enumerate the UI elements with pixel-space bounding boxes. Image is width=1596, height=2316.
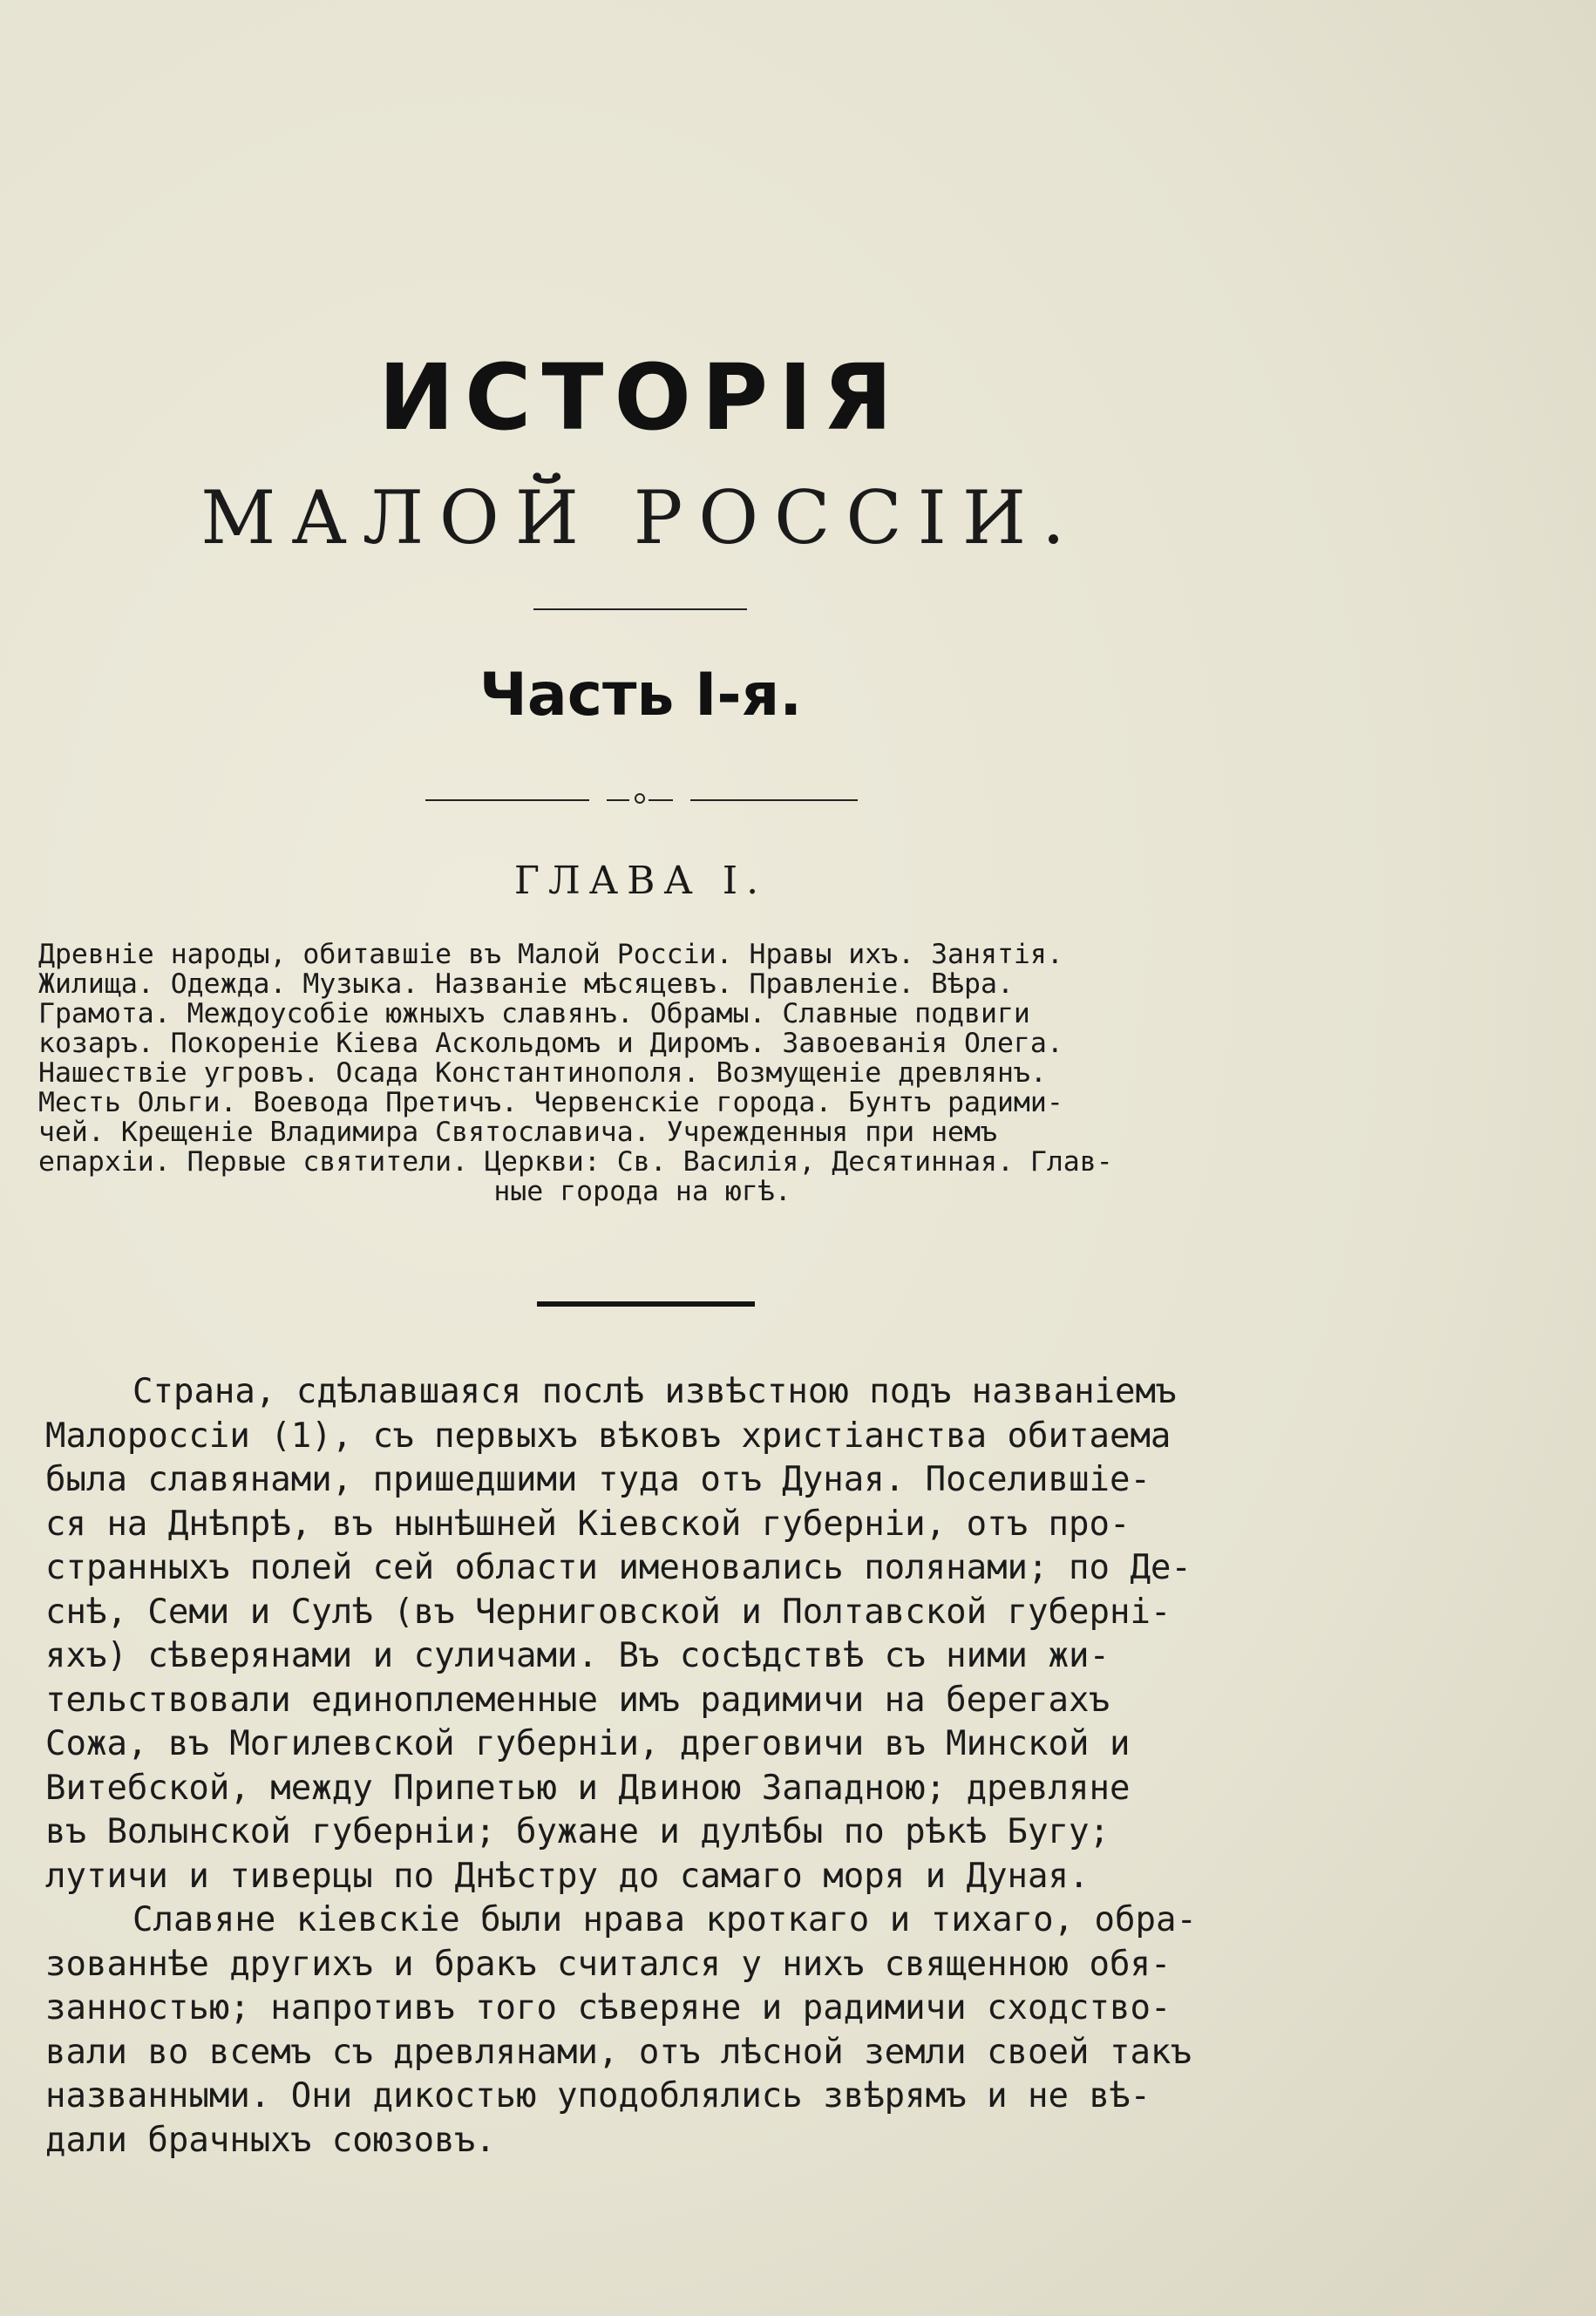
summary-line: Нашествіе угровъ. Осада Константинополя. Возмущеніе древлянъ.	[38, 1057, 1047, 1089]
part-title: Часть I-я.	[479, 661, 803, 730]
body-text	[45, 1370, 1248, 2163]
body-line: была славянами, пришедшими туда отъ Дуная. Поселившіе-	[45, 1460, 1151, 1499]
body-line: названными. Они дикостью уподоблялись звѣрямъ и не вѣ-	[45, 2076, 1151, 2116]
body-line: ся на Днѣпрѣ, въ нынѣшней Кіевской губерніи, отъ про-	[45, 1504, 1131, 1544]
summary-line: Древніе народы, обитавшіе въ Малой Россіи. Нравы ихъ. Занятія.	[38, 939, 1063, 970]
body-line: тельствовали единоплеменные имъ радимичи на берегахъ	[45, 1680, 1110, 1720]
body-line: въ Волынской губерніи; бужане и дулѣбы по рѣкѣ Бугу;	[45, 1812, 1110, 1851]
body-line: яхъ) сѣверянами и суличами. Въ сосѣдствѣ съ ними жи-	[45, 1636, 1110, 1675]
body-line: Страна, сдѣлавшаяся послѣ извѣстною подъ названіемъ	[132, 1372, 1177, 1411]
summary-line: ные города на югѣ.	[493, 1176, 791, 1207]
book-title: ИСТОРІЯ	[378, 344, 903, 451]
body-line: дали брачныхъ союзовъ.	[45, 2120, 496, 2160]
body-line: занностью; напротивъ того сѣверяне и радимичи сходство-	[45, 1988, 1172, 2027]
body-line: лутичи и тиверцы по Днѣстру до самаго моря и Дуная.	[45, 1856, 1090, 1896]
chapter-title: ГЛАВА I.	[513, 859, 768, 903]
body-line: Витебской, между Припетью и Двиною Западною; древляне	[45, 1768, 1131, 1808]
body-line: зованнѣе другихъ и бракъ считался у нихъ священною обя-	[45, 1944, 1172, 1984]
title-divider	[533, 608, 747, 610]
summary-line: чей. Крещеніе Владимира Святославича. Учрежденныя при немъ	[38, 1117, 997, 1148]
summary-divider	[537, 1301, 755, 1307]
ornament-divider	[424, 790, 859, 811]
summary-line: Жилища. Одежда. Музыка. Названіе мѣсяцевъ. Правленіе. Вѣра.	[38, 968, 1014, 1000]
summary-line: Грамота. Междоусобіе южныхъ славянъ. Обрамы. Славные подвиги	[38, 998, 1030, 1029]
summary-line: козаръ. Покореніе Кіева Аскольдомъ и Диромъ. Завоеванія Олега.	[38, 1028, 1063, 1059]
summary-line: Месть Ольги. Воевода Претичъ. Червенскіе города. Бунтъ радими-	[38, 1087, 1063, 1118]
body-line: Сожа, въ Могилевской губерніи, дреговичи въ Минской и	[45, 1724, 1131, 1763]
summary-line: епархіи. Первые святители. Церкви: Св. Василія, Десятинная. Глав-	[38, 1146, 1113, 1178]
body-line: снѣ, Семи и Сулѣ (въ Черниговской и Полтавской губерні-	[45, 1592, 1172, 1632]
book-subtitle: МАЛОЙ РОССІИ.	[200, 475, 1081, 560]
body-line: вали во всемъ съ древлянами, отъ лѣсной земли своей такъ	[45, 2032, 1192, 2072]
body-line: Малороссіи (1), съ первыхъ вѣковъ христіанства обитаема	[45, 1416, 1172, 1456]
chapter-summary	[38, 940, 1246, 1206]
body-line: Славяне кіевскіе были нрава кроткаго и тихаго, обра-	[132, 1900, 1197, 1939]
body-line: странныхъ полей сей области именовались полянами; по Де-	[45, 1548, 1192, 1587]
